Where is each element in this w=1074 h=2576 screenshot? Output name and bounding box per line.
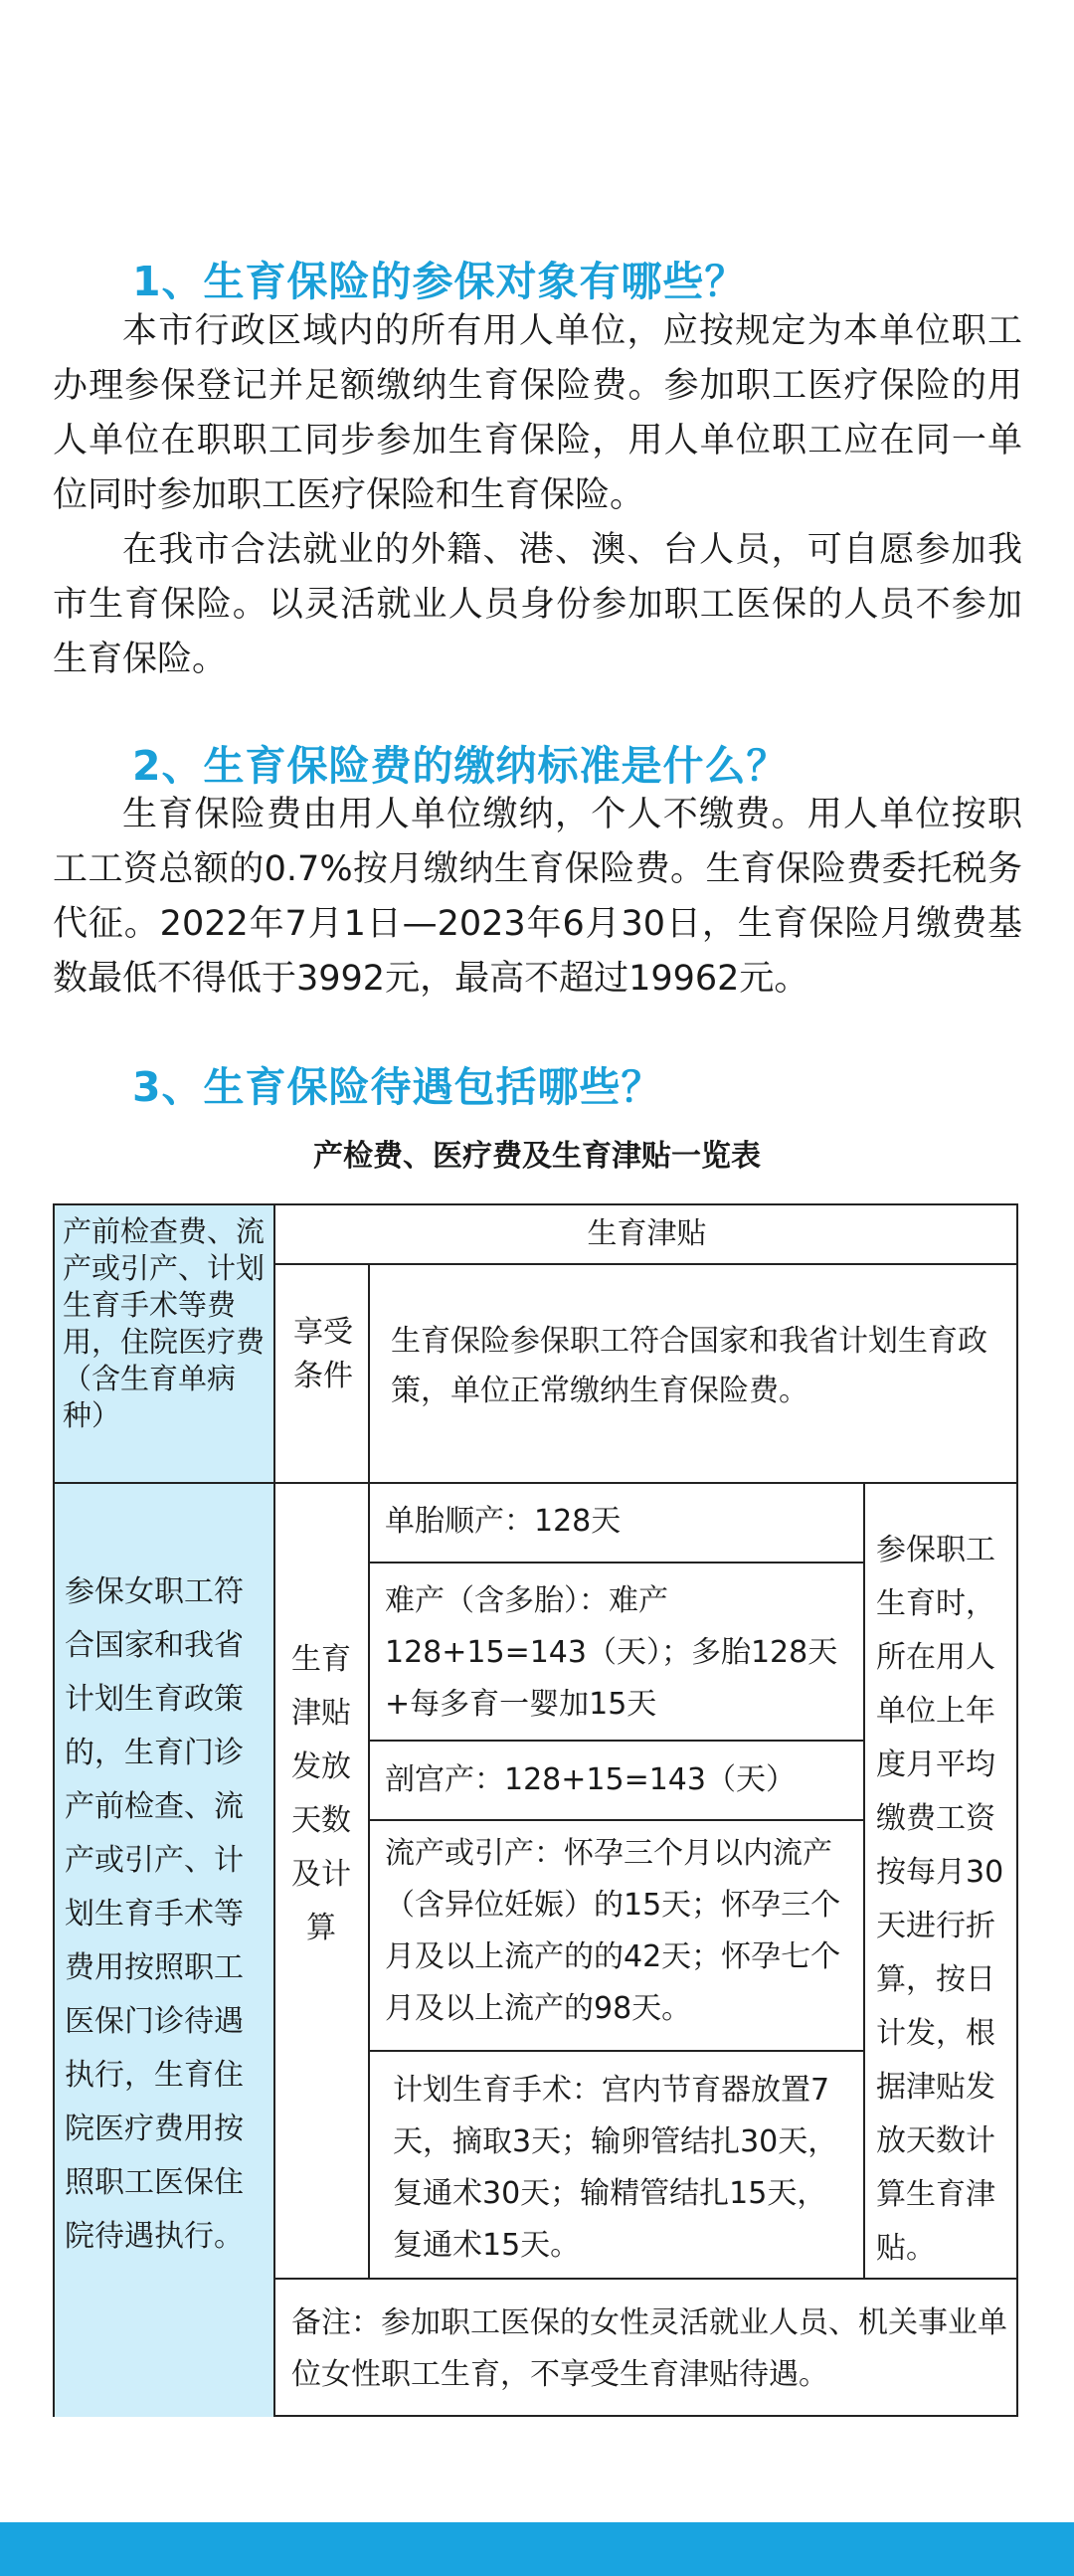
table-title: 产检费、医疗费及生育津贴一览表: [313, 1139, 761, 1174]
left-body-text: 参保女职工符合国家和我省计划生育政策的，生育门诊产前检查、流产或引产、计划生育手术等费用按照职工医保门诊待遇执行，生育住院医疗费用按照职工医保住院待遇执行。: [65, 1574, 244, 2254]
subsidy-header: 生育津贴: [587, 1216, 707, 1251]
divider: [55, 1482, 1018, 1484]
divider: [368, 1263, 370, 2278]
divider: [368, 1819, 863, 1821]
condition-label: 享受条件: [293, 1315, 353, 1393]
days-label: 生育津贴发放天数及计算: [291, 1642, 351, 1945]
section-1-paragraph-1: 本市行政区域内的所有用人单位，应按规定为本单位职工办理参保登记并足额缴纳生育保险费。参加职工医疗保险的用人单位在职职工同步参加生育保险，用人单位职工应在同一单位同时参加职工医疗保险和生育保险。: [53, 311, 1022, 515]
divider: [863, 1482, 865, 2278]
section-2-heading: 2、生育保险费的缴纳标准是什么？: [132, 742, 789, 790]
divider: [273, 1263, 1018, 1265]
divider: [273, 2278, 1018, 2280]
condition-text: 生育保险参保职工符合国家和我省计划生育政策，单位正常缴纳生育保险费。: [391, 1324, 987, 1408]
days-item-2: 难产（含多胎）：难产128+15=143（天）；多胎128天+每多育一婴加15天: [385, 1583, 838, 1722]
calc-text: 参保职工生育时，所在用人单位上年度月平均缴费工资按每月30天进行折算，按日计发，根据津贴发放天数计算生育津贴。: [876, 1533, 1004, 2266]
divider: [273, 1205, 275, 2278]
benefits-table: [53, 1203, 1018, 2417]
days-item-5: 计划生育手术：宫内节育器放置7天，摘取3天；输卵管结扎30天，复通术30天；输精管结扎15天，复通术15天。: [393, 2073, 838, 2263]
section-2-paragraph-1: 生育保险费由用人单位缴纳，个人不缴费。用人单位按职工工资总额的0.7%按月缴纳生育保险费。生育保险费委托税务代征。2022年7月1日—2023年6月30日，生育保险月缴费基数最低不得低于3992元，最高不超过19962元。: [53, 795, 1022, 999]
days-item-1: 单胎顺产：128天: [385, 1504, 622, 1539]
table-note: 备注：参加职工医保的女性灵活就业人员、机关事业单位女性职工生育，不享受生育津贴待遇。: [291, 2305, 1007, 2392]
days-item-3: 剖宫产：128+15=143（天）: [385, 1762, 796, 1797]
divider: [273, 2278, 275, 2417]
divider: [368, 1740, 863, 1742]
days-item-4: 流产或引产：怀孕三个月以内流产（含异位妊娠）的15天；怀孕三个月及以上流产的的42天；怀孕七个月及以上流产的98天。: [385, 1836, 841, 2026]
section-1-heading: 1、生育保险的参保对象有哪些？: [132, 258, 747, 305]
bottom-bar: [0, 2522, 1074, 2576]
section-3-heading: 3、生育保险待遇包括哪些？: [132, 1063, 663, 1111]
left-header-text: 产前检查费、流产或引产、计划生育手术等费用，住院医疗费（含生育单病种）: [63, 1214, 266, 1432]
divider: [368, 2050, 863, 2052]
divider: [368, 1562, 863, 1564]
section-1-paragraph-2: 在我市合法就业的外籍、港、澳、台人员，可自愿参加我市生育保险。以灵活就业人员身份参加职工医保的人员不参加生育保险。: [53, 530, 1022, 679]
